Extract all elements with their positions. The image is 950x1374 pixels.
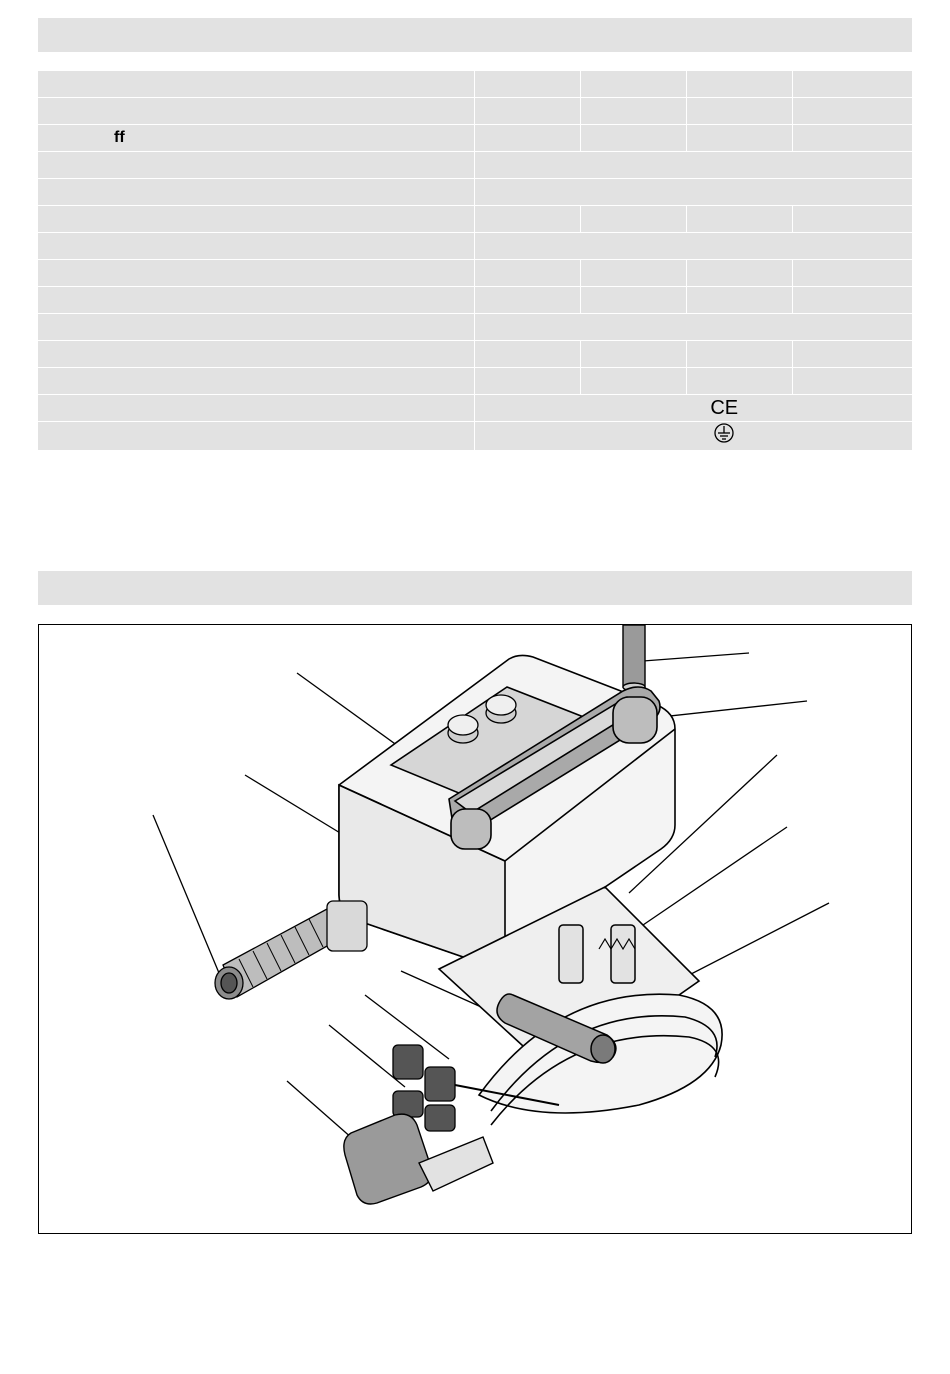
row-label: ff	[38, 125, 474, 152]
table-row	[38, 233, 912, 260]
callout-line-1	[643, 653, 749, 661]
section-bar	[38, 571, 912, 605]
table-row	[38, 206, 912, 233]
table-row	[38, 395, 912, 422]
table-row	[38, 341, 912, 368]
table-row	[38, 260, 912, 287]
table-row	[38, 98, 912, 125]
device-illustration	[38, 624, 912, 1234]
table-row	[38, 368, 912, 395]
table-row	[38, 287, 912, 314]
antenna-rod	[623, 625, 645, 691]
cable-gland	[215, 901, 367, 999]
table-row	[38, 314, 912, 341]
table-row	[38, 152, 912, 179]
protective-earth-icon	[474, 422, 912, 451]
ground-symbol-icon	[713, 422, 735, 444]
callout-line-12	[287, 1081, 353, 1139]
callout-line-8	[153, 815, 219, 973]
welding-device-drawing	[39, 625, 911, 1233]
ce-mark-icon: CE	[474, 395, 912, 422]
header-bar	[38, 18, 912, 52]
table-row	[38, 125, 912, 152]
table-row	[38, 71, 912, 98]
table-row	[38, 179, 912, 206]
technical-data-table	[38, 71, 912, 451]
pressure-roller	[344, 1114, 493, 1204]
table-row	[38, 422, 912, 451]
